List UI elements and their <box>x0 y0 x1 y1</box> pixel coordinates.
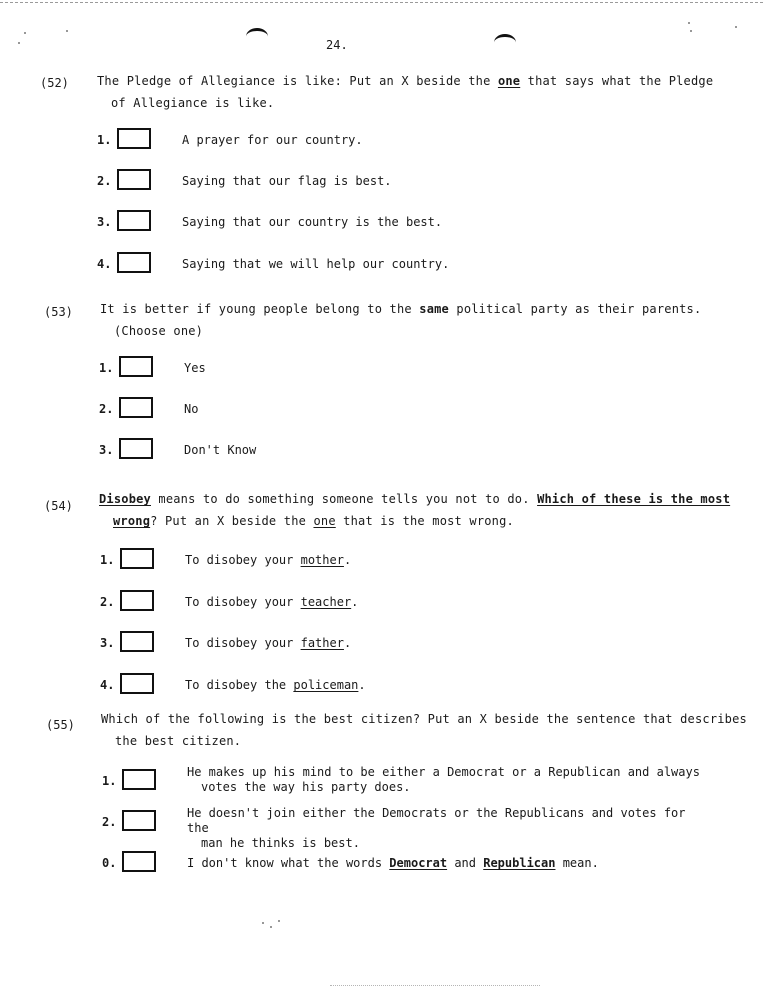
binder-hole-mark-left <box>246 28 268 45</box>
answer-checkbox[interactable] <box>117 128 151 149</box>
scan-top-edge <box>0 2 763 3</box>
scan-speck <box>735 26 737 28</box>
scan-speck <box>278 920 280 922</box>
survey-page: 24. (52) The Pledge of Allegiance is like: Put an X beside the one that says what the Pledge of Allegiance is like. 1. A prayer for our country. 2. Saying that our flag is best. 3. Saying that our country is the best. 4. Saying that we will help our country. (53) It is better if young people belong to the same political party as their parents. (Choose one) 1. Yes 2. No 3. Don't Know (54) Disobey means to do something someone tells you not to do. Which of these is the most wrong? Put an X beside the one that is the most wrong. 1. To disobey your mother. 2. To disobey your teacher. 3. To disobey your father. 4. To disobey the policeman. (55) Which of the following is the best citizen? Put an X beside the sentence that describes the best citizen. 1. He makes up his mind to be either a Democrat or a Republican and always votes the way his party does. 2. He doesn't join either the Democrats or the Republicans and votes for the man he thinks is best. 0. I don't know what the words Democrat and Republican mean. <box>0 0 763 989</box>
question-number: (54) <box>44 499 73 513</box>
answer-checkbox[interactable] <box>119 356 153 377</box>
answer-checkbox[interactable] <box>117 252 151 273</box>
scan-speck <box>690 30 692 32</box>
question-number: (52) <box>40 76 69 90</box>
answer-checkbox[interactable] <box>120 548 154 569</box>
scan-speck <box>24 32 26 34</box>
question-number: (55) <box>46 718 75 732</box>
scan-speck <box>18 42 20 44</box>
answer-checkbox[interactable] <box>120 590 154 611</box>
question-text: It is better if young people belong to the same political party as their parents. (Choose one) <box>100 302 702 338</box>
answer-checkbox[interactable] <box>117 210 151 231</box>
answer-checkbox[interactable] <box>119 438 153 459</box>
answer-checkbox[interactable] <box>120 673 154 694</box>
scan-speck <box>262 922 264 924</box>
scan-bottom-edge <box>330 985 540 986</box>
scan-speck <box>270 926 272 928</box>
page-number: 24. <box>326 38 348 52</box>
question-text: The Pledge of Allegiance is like: Put an X beside the one that says what the Pledge of Allegiance is like. <box>97 74 714 110</box>
answer-checkbox[interactable] <box>122 851 156 872</box>
scan-speck <box>688 22 690 24</box>
question-text: Disobey means to do something someone tells you not to do. Which of these is the most wrong? Put an X beside the one that is the most wrong. <box>99 492 731 528</box>
answer-checkbox[interactable] <box>120 631 154 652</box>
answer-checkbox[interactable] <box>122 810 156 831</box>
question-number: (53) <box>44 305 73 319</box>
answer-checkbox[interactable] <box>122 769 156 790</box>
answer-checkbox[interactable] <box>119 397 153 418</box>
scan-speck <box>66 30 68 32</box>
question-text: Which of the following is the best citizen? Put an X beside the sentence that describes the best citizen. <box>101 712 747 748</box>
binder-hole-mark-right <box>494 34 516 51</box>
answer-checkbox[interactable] <box>117 169 151 190</box>
